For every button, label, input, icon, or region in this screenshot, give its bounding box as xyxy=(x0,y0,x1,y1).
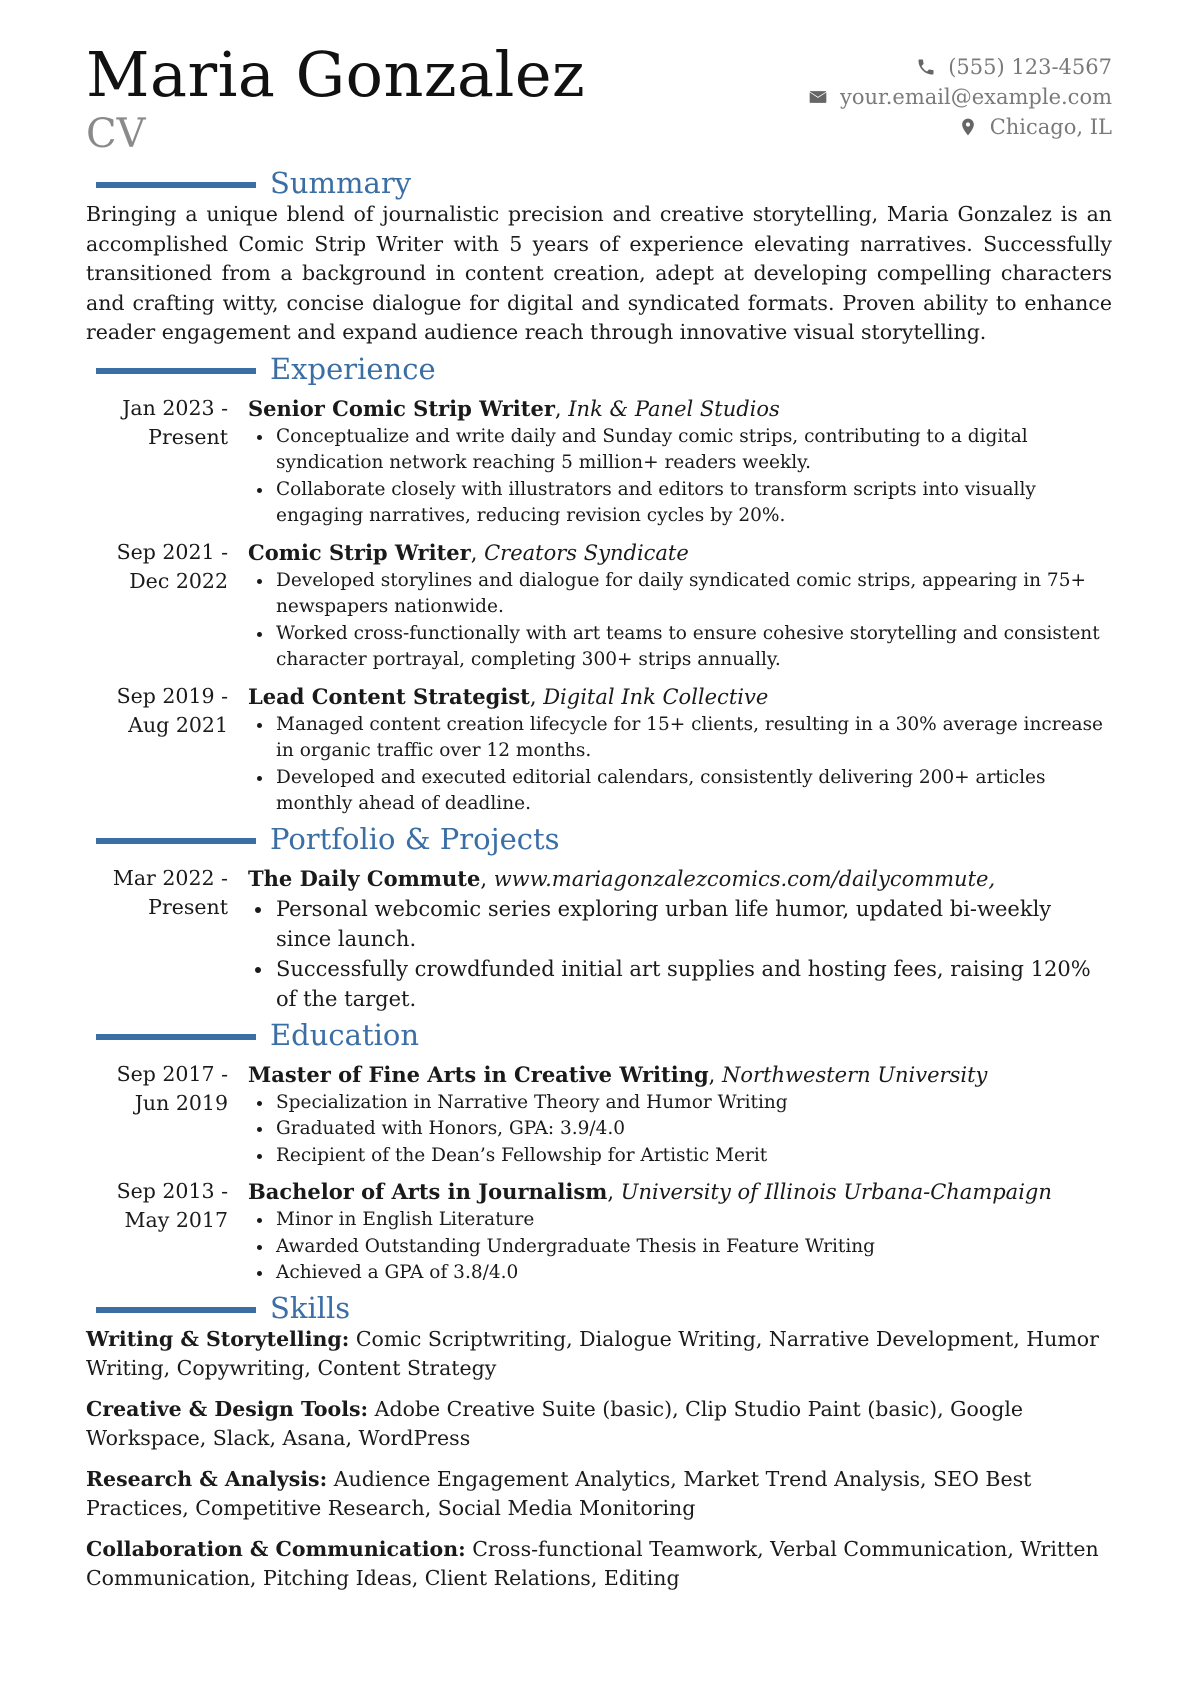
entry-body xyxy=(248,538,1112,674)
skill-group xyxy=(86,1535,1112,1594)
skill-values: Audience Engagement Analytics, Market Trend Analysis, SEO Best Practices, Competitive Research, Social Media Monitoring xyxy=(86,1466,1032,1520)
institution: University of Illinois Urbana-Champaign xyxy=(620,1180,1052,1204)
skill-group xyxy=(86,1395,1112,1454)
bullet-list xyxy=(248,894,1112,1014)
section-header-portfolio xyxy=(86,822,1112,856)
education-entry xyxy=(86,1060,1112,1170)
entry-date: Mar 2022 - Present xyxy=(112,865,228,919)
skill-values: Adobe Creative Suite (basic), Clip Studio Paint (basic), Google Workspace, Slack, Asana, WordPress xyxy=(86,1396,1024,1450)
section-header-education xyxy=(86,1018,1112,1052)
job-title: Lead Content Strategist xyxy=(248,683,530,709)
document-subtitle: CV xyxy=(86,111,146,157)
section-title: Summary xyxy=(270,166,412,200)
bullet-list xyxy=(248,1207,1112,1287)
skill-group xyxy=(86,1465,1112,1524)
person-name: Maria Gonzalez xyxy=(86,38,586,111)
project-link[interactable]: www.mariagonzalezcomics.com/dailycommute, xyxy=(493,866,996,891)
contact-email xyxy=(808,82,1112,112)
job-title: Senior Comic Strip Writer xyxy=(248,395,555,421)
contact-location xyxy=(808,112,1112,142)
skill-values: Cross-functional Teamwork, Verbal Communication, Written Communication, Pitching Ideas, Client Relations, Editing xyxy=(86,1536,1099,1590)
list-item: • Awarded Outstanding Undergraduate Thesis in Feature Writing xyxy=(274,1234,1112,1261)
section-accent-bar xyxy=(96,182,256,188)
entry-date: Sep 2021 - Dec 2022 xyxy=(116,539,228,593)
entry-title-line: Lead Content Strategist, Digital Ink Collective xyxy=(248,683,769,709)
project-entry xyxy=(86,864,1112,1014)
section-header-experience xyxy=(86,352,1112,386)
section-accent-bar xyxy=(96,838,256,844)
skill-label: Creative & Design Tools: xyxy=(86,1396,369,1421)
list-item: • Developed and executed editorial calendars, consistently delivering 200+ articles monthly ahead of deadline. xyxy=(274,765,1112,818)
entry-body xyxy=(248,394,1112,530)
list-item: • Conceptualize and write daily and Sunday comic strips, contributing to a digital syndication network reaching 5 million+ readers weekly. xyxy=(274,424,1112,477)
entry-body xyxy=(248,1060,1112,1170)
skills-list xyxy=(86,1325,1112,1594)
section-accent-bar xyxy=(96,1034,256,1040)
experience-entry xyxy=(86,538,1112,674)
section-accent-bar xyxy=(96,368,256,374)
entry-date: Sep 2013 - May 2017 xyxy=(116,1179,228,1232)
section-accent-bar xyxy=(96,1307,256,1313)
skill-label: Research & Analysis: xyxy=(86,1466,328,1491)
list-item: • Specialization in Narrative Theory and Humor Writing xyxy=(274,1090,1112,1117)
experience-entry xyxy=(86,682,1112,818)
list-item: • Managed content creation lifecycle for 15+ clients, resulting in a 30% average increase in organic traffic over 12 months. xyxy=(274,712,1112,765)
entry-title-line: Comic Strip Writer, Creators Syndicate xyxy=(248,539,689,565)
bullet-list xyxy=(248,712,1112,818)
list-item: • Recipient of the Dean’s Fellowship for Artistic Merit xyxy=(274,1143,1112,1170)
section-header-skills xyxy=(86,1291,1112,1325)
resume-page xyxy=(86,40,1112,1605)
entry-title-line: The Daily Commute, www.mariagonzalezcomics.com/dailycommute, xyxy=(248,865,996,891)
section-title: Education xyxy=(270,1017,420,1052)
institution: Northwestern University xyxy=(722,1062,988,1087)
entry-date: Jan 2023 - Present xyxy=(122,395,228,449)
list-item: • Worked cross-functionally with art teams to ensure cohesive storytelling and consistent character portrayal, completing 300+ strips annually. xyxy=(274,621,1112,674)
experience-entry xyxy=(86,394,1112,530)
phone-text[interactable]: (555) 123-4567 xyxy=(948,55,1112,79)
entry-body xyxy=(248,864,1112,1014)
location-text: Chicago, IL xyxy=(989,115,1112,139)
section-title: Experience xyxy=(270,351,436,386)
phone-icon xyxy=(916,57,936,77)
entry-title-line: Master of Fine Arts in Creative Writing, Northwestern University xyxy=(248,1061,988,1087)
organization: Creators Syndicate xyxy=(484,540,689,565)
organization: Ink & Panel Studios xyxy=(568,396,780,421)
list-item: • Achieved a GPA of 3.8/4.0 xyxy=(274,1260,1112,1287)
bullet-list xyxy=(248,1090,1112,1170)
bullet-list xyxy=(248,424,1112,530)
contact-phone xyxy=(808,52,1112,82)
organization: Digital Ink Collective xyxy=(543,684,769,709)
bullet-list xyxy=(248,568,1112,674)
email-text[interactable]: your.email@example.com xyxy=(839,85,1112,109)
list-item: • Successfully crowdfunded initial art supplies and hosting fees, raising 120% of the target. xyxy=(274,954,1112,1014)
entry-title-line: Senior Comic Strip Writer, Ink & Panel Studios xyxy=(248,395,780,421)
job-title: Comic Strip Writer xyxy=(248,539,471,565)
map-pin-icon xyxy=(958,117,978,137)
list-item: • Minor in English Literature xyxy=(274,1207,1112,1234)
list-item: • Personal webcomic series exploring urban life humor, updated bi-weekly since launch. xyxy=(274,894,1112,954)
list-item: • Collaborate closely with illustrators and editors to transform scripts into visually engaging narratives, reducing revision cycles by 20%. xyxy=(274,477,1112,530)
entry-body xyxy=(248,682,1112,818)
skill-label: Writing & Storytelling: xyxy=(86,1326,350,1351)
degree-title: Bachelor of Arts in Journalism xyxy=(248,1179,608,1204)
entry-body xyxy=(248,1177,1112,1287)
envelope-icon xyxy=(808,87,828,107)
education-entry xyxy=(86,1177,1112,1287)
section-header-summary xyxy=(86,166,1112,200)
resume-header xyxy=(86,40,1112,162)
entry-date: Sep 2019 - Aug 2021 xyxy=(116,683,228,737)
contact-block xyxy=(808,52,1112,142)
list-item: • Developed storylines and dialogue for daily syndicated comic strips, appearing in 75+ newspapers nationwide. xyxy=(274,568,1112,621)
degree-title: Master of Fine Arts in Creative Writing xyxy=(248,1061,709,1087)
skill-label: Collaboration & Communication: xyxy=(86,1536,466,1561)
section-title: Skills xyxy=(270,1290,351,1325)
skill-values: Comic Scriptwriting, Dialogue Writing, Narrative Development, Humor Writing, Copywriting, Content Strategy xyxy=(86,1326,1099,1380)
summary-text: Bringing a unique blend of journalistic precision and creative storytelling, Maria Gonzalez is an accomplished Comic Strip Writer with 5 years of experience elevating narratives. Successfully transitioned from a background in content creation, adept at developing compelling characters and crafting witty, concise dialogue for digital and syndicated formats. Proven ability to enhance reader engagement and expand audience reach through innovative visual storytelling. xyxy=(86,202,1112,344)
project-title: The Daily Commute xyxy=(248,865,481,891)
list-item: • Graduated with Honors, GPA: 3.9/4.0 xyxy=(274,1116,1112,1143)
section-title: Portfolio & Projects xyxy=(270,821,560,856)
entry-date: Sep 2017 - Jun 2019 xyxy=(116,1061,228,1115)
entry-title-line: Bachelor of Arts in Journalism, University of Illinois Urbana-Champaign xyxy=(248,1179,1052,1204)
skill-group xyxy=(86,1325,1112,1384)
